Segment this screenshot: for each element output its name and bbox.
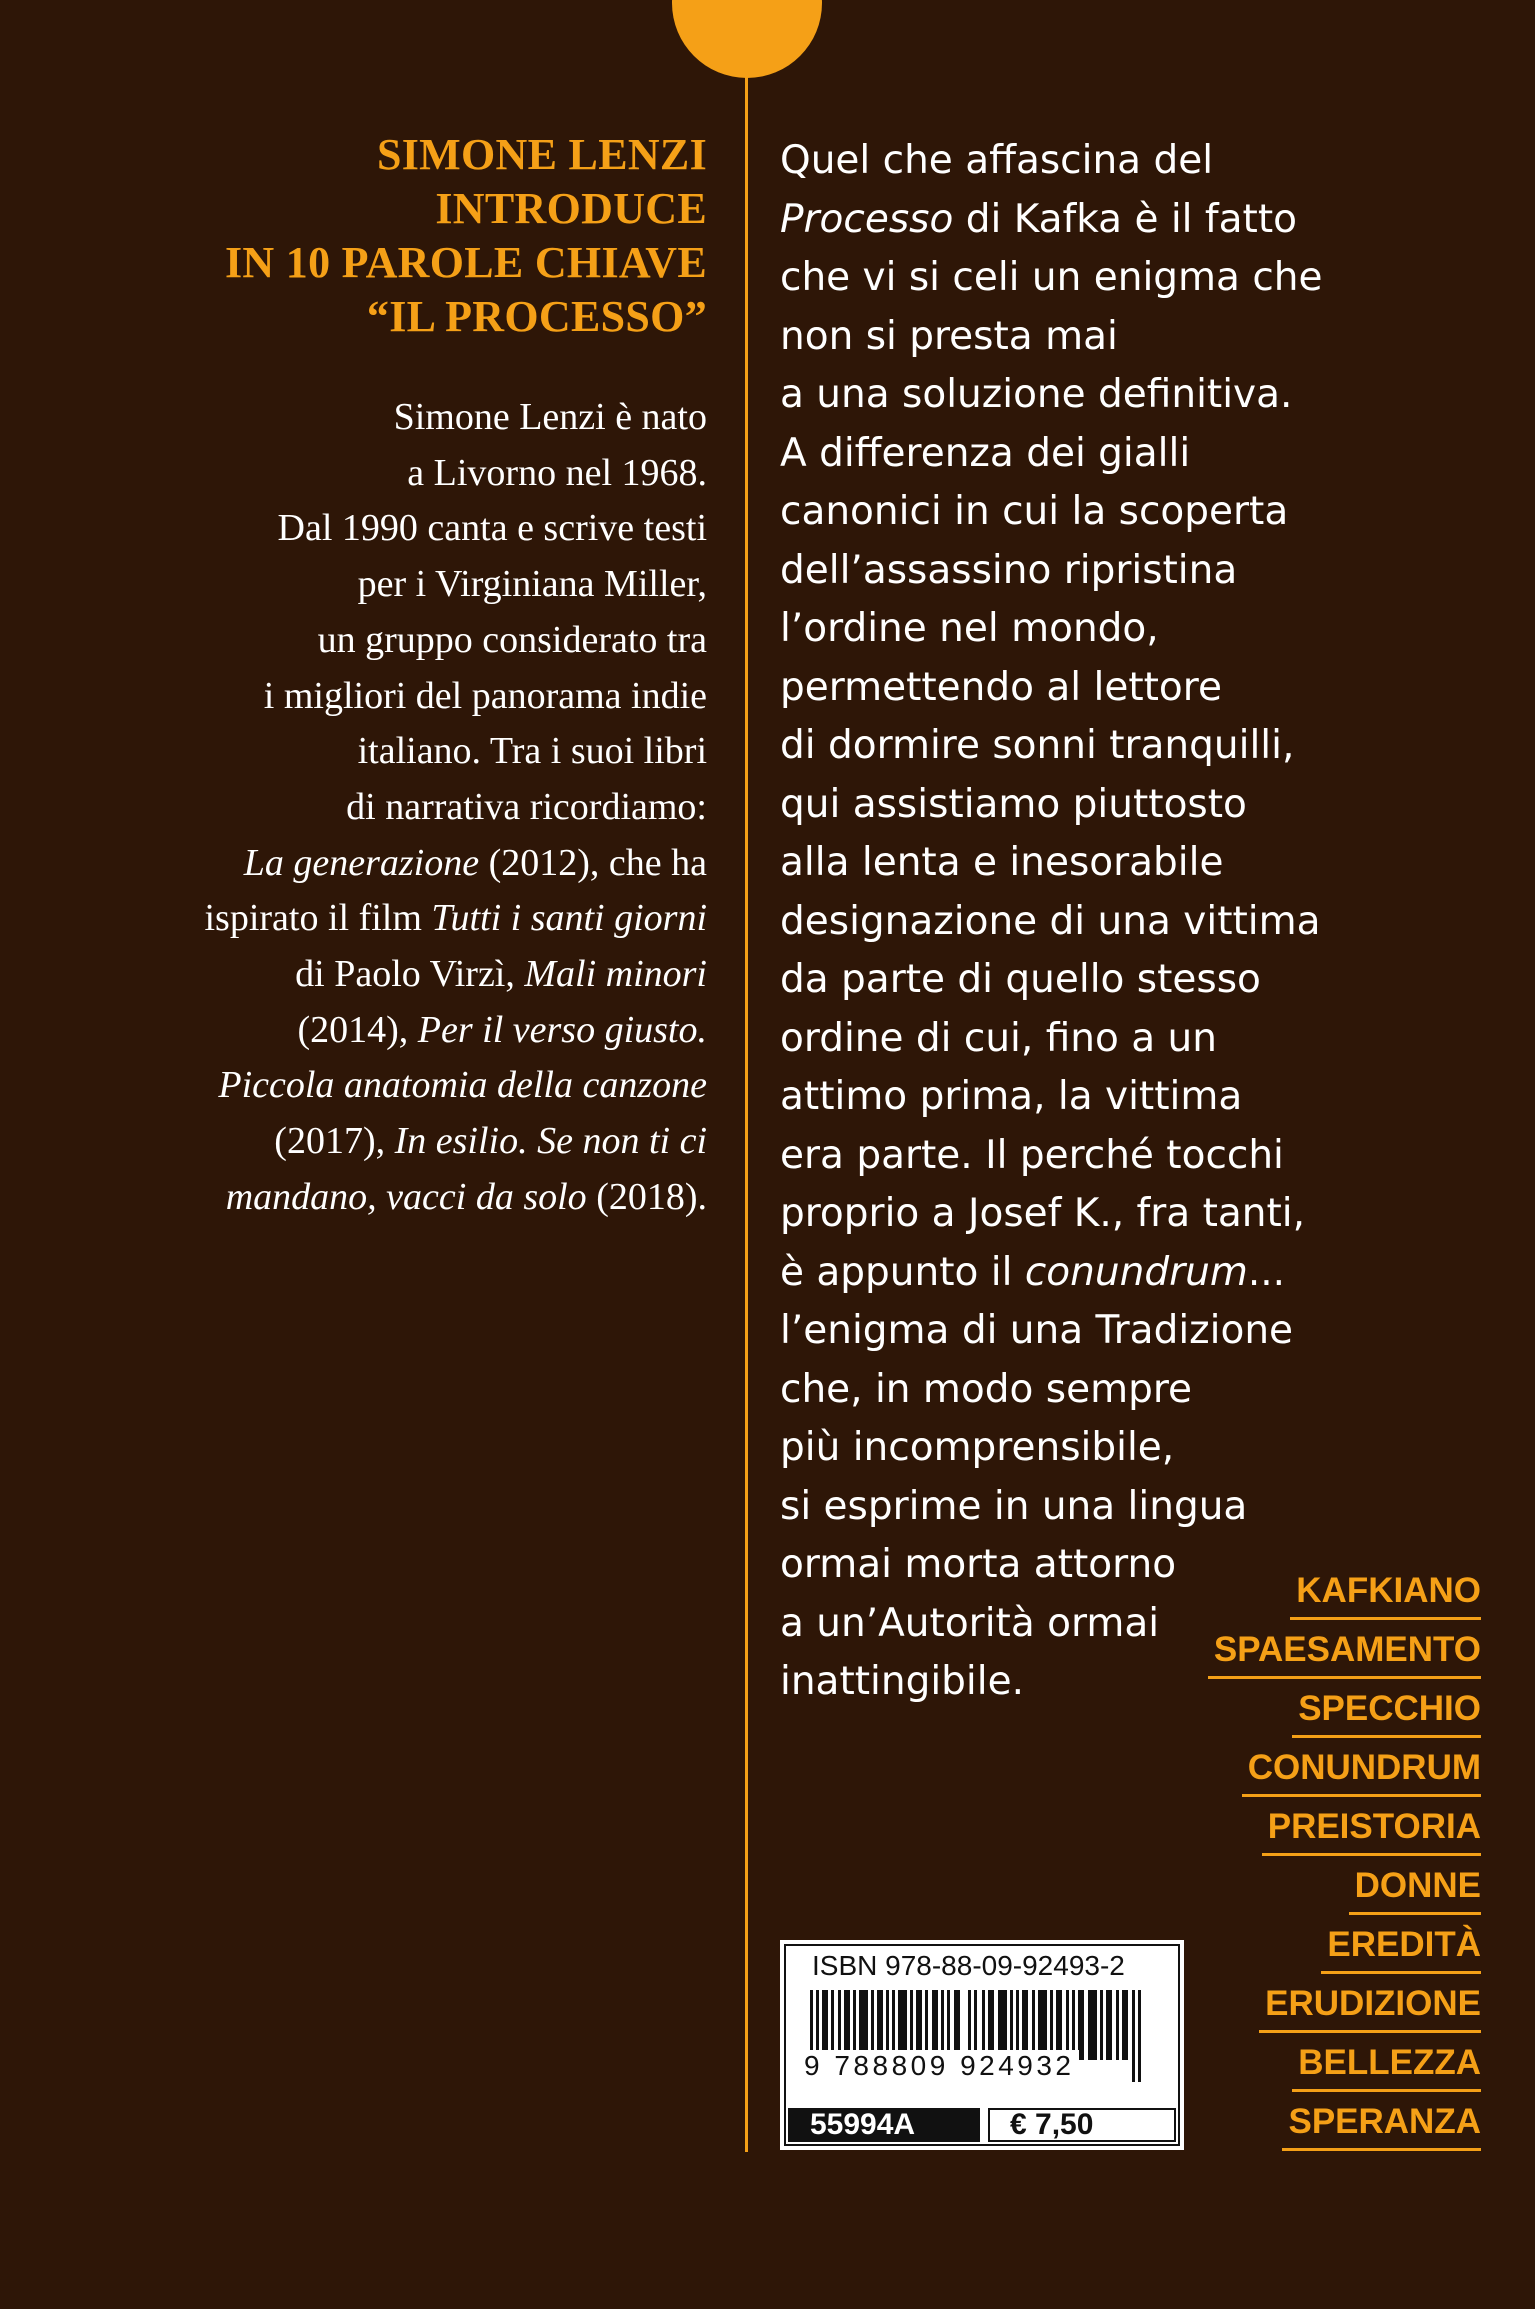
blurb-line: ordine di cui, fino a un <box>780 1015 1217 1061</box>
keyword-item: SPERANZA <box>1282 2096 1481 2151</box>
bio-text: Simone Lenzi è nato <box>393 396 707 438</box>
bio-text: di Paolo Virzì, <box>295 953 525 996</box>
film-title: Tutti i santi giorni <box>431 897 707 940</box>
bio-text: a Livorno nel 1968. <box>407 451 707 494</box>
blurb-text <box>780 132 1480 1712</box>
blurb-line: più incomprensibile, <box>780 1425 1175 1470</box>
keyword-item: KAFKIANO <box>1290 1565 1481 1620</box>
bio-text: i migliori del panorama indie <box>263 674 707 717</box>
blurb-line: designazione di una vittima <box>780 898 1321 944</box>
bio-text: (2017), <box>274 1120 395 1163</box>
keyword-item: ERUDIZIONE <box>1259 1978 1481 2033</box>
blurb-line: inattingibile. <box>780 1659 1024 1704</box>
blurb-line: da parte di quello stesso <box>780 957 1261 1002</box>
blurb-line: si esprime in una lingua <box>780 1483 1248 1529</box>
keyword-item: CONUNDRUM <box>1242 1742 1481 1797</box>
keyword-item: SPECCHIO <box>1292 1683 1481 1738</box>
keyword-item: PREISTORIA <box>1262 1801 1481 1856</box>
heading-line: IN 10 PAROLE CHIAVE <box>224 238 707 287</box>
blurb-line: non si presta mai <box>780 313 1118 359</box>
blurb-line: qui assistiamo piuttosto <box>780 781 1247 827</box>
blurb-line: permettendo al lettore <box>780 664 1222 710</box>
bio-text: Dal 1990 canta e scrive testi <box>277 507 707 550</box>
blurb-line: attimo prima, la vittima <box>780 1074 1243 1119</box>
blurb-line: era parte. Il perché tocchi <box>780 1132 1284 1178</box>
book-title: Per il verso giusto. <box>417 1008 707 1051</box>
blurb-line: canonici in cui la scoperta <box>780 489 1289 534</box>
blurb-line: proprio a Josef K., fra tanti, <box>780 1191 1306 1236</box>
heading-line: “IL PROCESSO” <box>366 292 707 341</box>
bio-text: di narrativa ricordiamo: <box>346 785 707 828</box>
bio-text: (2012), che ha <box>479 841 707 884</box>
blurb-line: Quel che affascina del <box>780 138 1214 183</box>
blurb-line: che, in modo sempre <box>780 1366 1192 1412</box>
intro-heading <box>147 128 707 344</box>
blurb-line: a un’Autorità ormai <box>780 1600 1160 1646</box>
book-title: mandano, vacci da solo <box>225 1175 587 1218</box>
blurb-line: a una soluzione definitiva. <box>780 372 1293 417</box>
heading-line: SIMONE LENZI <box>376 130 707 179</box>
keyword-item: SPAESAMENTO <box>1208 1624 1481 1679</box>
vertical-divider-line <box>745 40 748 2152</box>
blurb-line: ormai morta attorno <box>780 1542 1177 1587</box>
blurb-line: di dormire sonni tranquilli, <box>780 723 1295 768</box>
bio-text: per i Virginiana Miller, <box>357 563 707 606</box>
keyword-item: BELLEZZA <box>1292 2037 1481 2092</box>
keyword-item: DONNE <box>1349 1860 1481 1915</box>
book-title: Processo <box>780 196 954 242</box>
keyword-item: EREDITÀ <box>1321 1919 1481 1974</box>
blurb-line: l’enigma di una Tradizione <box>780 1308 1294 1353</box>
bio-text: (2014), <box>297 1008 418 1051</box>
bio-text: ispirato il film <box>204 897 432 940</box>
blurb-line: alla lenta e inesorabile <box>780 840 1224 885</box>
barcode-digits: 9 788809 924932 <box>800 2050 1079 2082</box>
blurb-text: di Kafka è il fatto <box>953 196 1297 242</box>
blurb-line: dell’assassino ripristina <box>780 547 1238 593</box>
blurb-line: l’ordine nel mondo, <box>780 606 1159 651</box>
heading-line: INTRODUCE <box>435 184 707 233</box>
price-tag: € 7,50 <box>988 2108 1176 2142</box>
bio-text: (2018). <box>586 1175 707 1218</box>
blurb-text: ... <box>1247 1249 1286 1295</box>
bio-text: un gruppo considerato tra <box>317 618 707 661</box>
bio-text: italiano. Tra i suoi libri <box>357 730 707 773</box>
book-title: Mali minori <box>524 953 707 996</box>
blurb-line: che vi si celi un enigma che <box>780 255 1323 300</box>
product-code: 55994A <box>788 2108 980 2142</box>
book-title: La generazione <box>243 841 480 884</box>
emphasis-word: conundrum <box>1024 1249 1248 1295</box>
barcode-label <box>780 1940 1184 2150</box>
blurb-text: è appunto il <box>780 1249 1025 1295</box>
blurb-line: A differenza dei gialli <box>780 430 1191 476</box>
book-title: Piccola anatomia della canzone <box>218 1064 707 1107</box>
isbn-text: ISBN 978-88-09-92493-2 <box>812 1950 1125 1981</box>
book-title: In esilio. Se non ti ci <box>394 1120 707 1163</box>
author-bio <box>107 390 707 1226</box>
